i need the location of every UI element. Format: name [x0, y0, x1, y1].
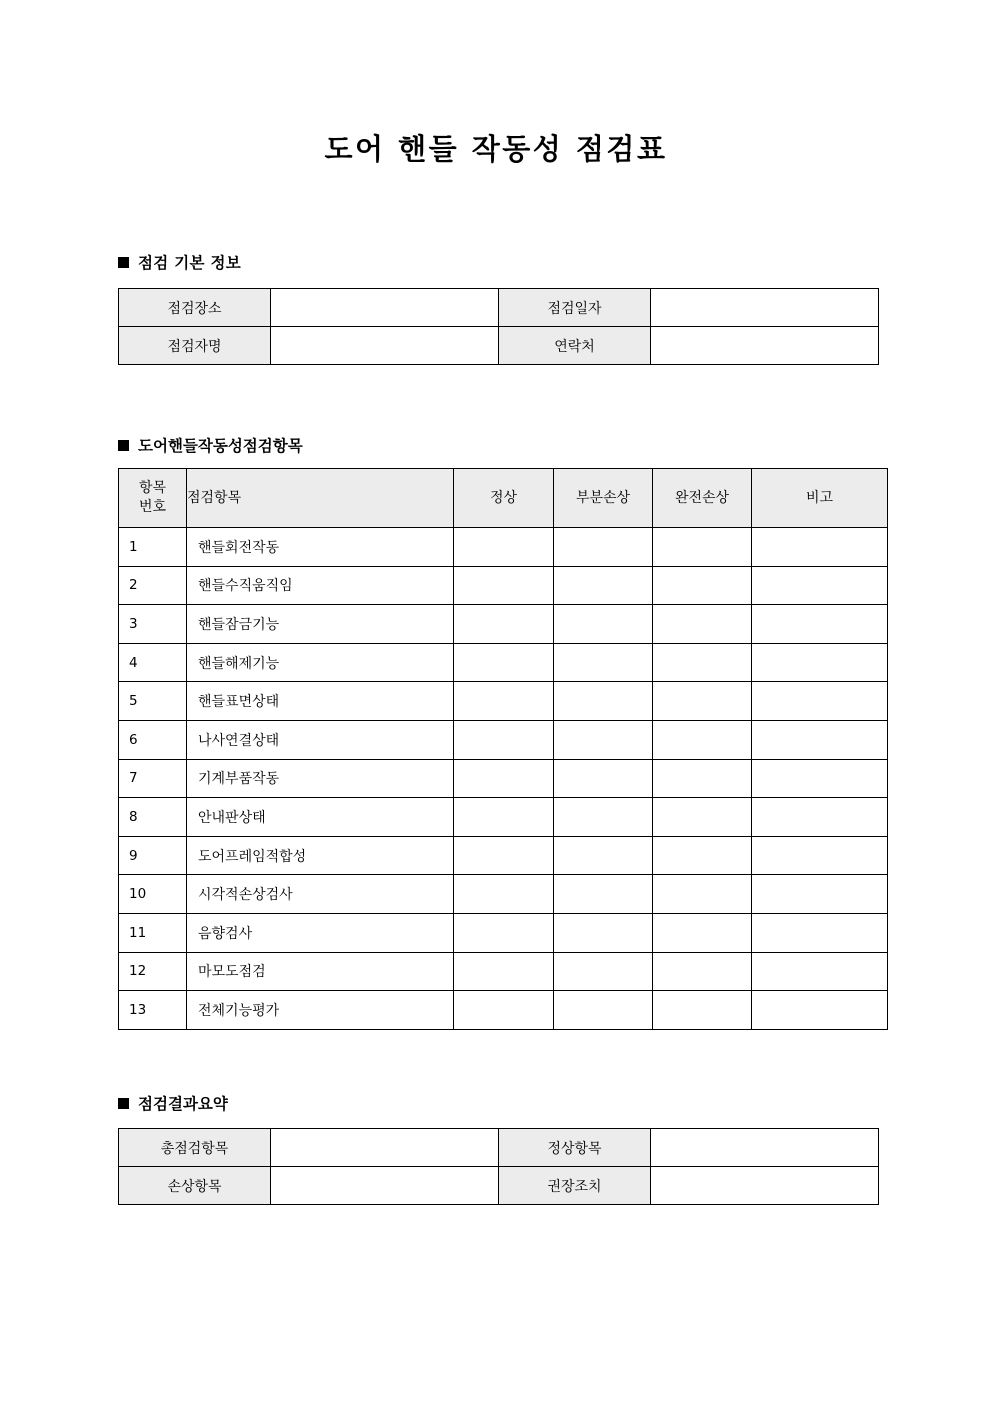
- cell-full-damage[interactable]: [653, 952, 752, 991]
- basic-info-value-location[interactable]: [271, 289, 499, 327]
- item-no: 9: [119, 836, 187, 875]
- item-no: 5: [119, 682, 187, 721]
- table-row: [119, 991, 888, 1030]
- table-row: [119, 528, 888, 567]
- cell-partial-damage[interactable]: [554, 836, 653, 875]
- section-heading-result-summary-label: 점검결과요약: [138, 1095, 228, 1113]
- item-name: 핸들해제기능: [187, 643, 454, 682]
- cell-full-damage[interactable]: [653, 913, 752, 952]
- column-header-full-damage: 완전손상: [653, 469, 752, 528]
- cell-partial-damage[interactable]: [554, 952, 653, 991]
- item-no: 2: [119, 566, 187, 605]
- cell-normal[interactable]: [454, 566, 554, 605]
- item-name: 핸들수직움직임: [187, 566, 454, 605]
- cell-partial-damage[interactable]: [554, 913, 653, 952]
- item-name: 전체기능평가: [187, 991, 454, 1030]
- table-row: [119, 952, 888, 991]
- table-row: [119, 643, 888, 682]
- basic-info-label-date: 점검일자: [499, 289, 651, 327]
- basic-info-table: [118, 288, 879, 365]
- cell-note[interactable]: [752, 836, 888, 875]
- cell-normal[interactable]: [454, 798, 554, 837]
- black-square-icon: [118, 1098, 129, 1109]
- item-name: 마모도점검: [187, 952, 454, 991]
- section-heading-result-summary: [118, 1092, 228, 1114]
- cell-normal[interactable]: [454, 643, 554, 682]
- table-row: [119, 1129, 879, 1167]
- item-no: 11: [119, 913, 187, 952]
- cell-full-damage[interactable]: [653, 682, 752, 721]
- cell-full-damage[interactable]: [653, 836, 752, 875]
- cell-partial-damage[interactable]: [554, 875, 653, 914]
- result-summary-table: [118, 1128, 879, 1205]
- table-row: [119, 913, 888, 952]
- cell-normal[interactable]: [454, 605, 554, 644]
- cell-partial-damage[interactable]: [554, 605, 653, 644]
- cell-note[interactable]: [752, 643, 888, 682]
- item-name: 나사연결상태: [187, 720, 454, 759]
- column-header-item-no: [119, 469, 187, 528]
- item-name: 기계부품작동: [187, 759, 454, 798]
- item-no: 6: [119, 720, 187, 759]
- cell-note[interactable]: [752, 605, 888, 644]
- column-header-normal: 정상: [454, 469, 554, 528]
- cell-partial-damage[interactable]: [554, 528, 653, 567]
- summary-value-recommended-action[interactable]: [651, 1167, 879, 1205]
- item-no: 3: [119, 605, 187, 644]
- cell-normal[interactable]: [454, 952, 554, 991]
- item-name: 핸들회전작동: [187, 528, 454, 567]
- cell-partial-damage[interactable]: [554, 798, 653, 837]
- cell-note[interactable]: [752, 798, 888, 837]
- cell-note[interactable]: [752, 682, 888, 721]
- table-row: [119, 875, 888, 914]
- cell-note[interactable]: [752, 720, 888, 759]
- item-no: 1: [119, 528, 187, 567]
- cell-full-damage[interactable]: [653, 759, 752, 798]
- column-header-item-no-line2: 번호: [138, 499, 167, 515]
- section-heading-basic-info-label: 점검 기본 정보: [138, 254, 242, 272]
- cell-full-damage[interactable]: [653, 720, 752, 759]
- item-name: 도어프레임적합성: [187, 836, 454, 875]
- column-header-note: 비고: [752, 469, 888, 528]
- column-header-item-no-line1: 항목: [138, 480, 167, 497]
- cell-normal[interactable]: [454, 991, 554, 1030]
- cell-normal[interactable]: [454, 682, 554, 721]
- table-row: [119, 1167, 879, 1205]
- cell-full-damage[interactable]: [653, 798, 752, 837]
- summary-value-total-items[interactable]: [271, 1129, 499, 1167]
- cell-normal[interactable]: [454, 836, 554, 875]
- cell-note[interactable]: [752, 875, 888, 914]
- page-title: 도어 핸들 작동성 점검표: [324, 132, 668, 166]
- item-no: 13: [119, 991, 187, 1030]
- summary-value-normal-items[interactable]: [651, 1129, 879, 1167]
- basic-info-label-inspector: 점검자명: [119, 327, 271, 365]
- cell-normal[interactable]: [454, 759, 554, 798]
- column-header-partial-damage: 부분손상: [554, 469, 653, 528]
- summary-label-total-items: 총점검항목: [119, 1129, 271, 1167]
- cell-partial-damage[interactable]: [554, 991, 653, 1030]
- cell-partial-damage[interactable]: [554, 643, 653, 682]
- item-no: 4: [119, 643, 187, 682]
- table-row: [119, 566, 888, 605]
- table-row: [119, 798, 888, 837]
- cell-note[interactable]: [752, 991, 888, 1030]
- basic-info-label-contact: 연락처: [499, 327, 651, 365]
- cell-note[interactable]: [752, 528, 888, 567]
- section-heading-basic-info: [118, 251, 241, 273]
- cell-normal[interactable]: [454, 913, 554, 952]
- summary-label-recommended-action: 권장조치: [499, 1167, 651, 1205]
- cell-normal[interactable]: [454, 720, 554, 759]
- cell-partial-damage[interactable]: [554, 720, 653, 759]
- column-header-item-name: 점검항목: [187, 469, 454, 528]
- table-row: [119, 682, 888, 721]
- cell-normal[interactable]: [454, 528, 554, 567]
- cell-full-damage[interactable]: [653, 875, 752, 914]
- basic-info-value-inspector[interactable]: [271, 327, 499, 365]
- table-row: [119, 289, 879, 327]
- cell-full-damage[interactable]: [653, 991, 752, 1030]
- item-no: 12: [119, 952, 187, 991]
- basic-info-label-location: 점검장소: [119, 289, 271, 327]
- cell-note[interactable]: [752, 952, 888, 991]
- section-heading-inspection-items: [118, 434, 303, 456]
- basic-info-value-contact[interactable]: [651, 327, 879, 365]
- item-name: 핸들표면상태: [187, 682, 454, 721]
- item-name: 음향검사: [187, 913, 454, 952]
- item-name: 안내판상태: [187, 798, 454, 837]
- basic-info-value-date[interactable]: [651, 289, 879, 327]
- item-no: 10: [119, 875, 187, 914]
- table-header-row: [119, 469, 888, 528]
- table-row: [119, 327, 879, 365]
- cell-full-damage[interactable]: [653, 605, 752, 644]
- item-name: 시각적손상검사: [187, 875, 454, 914]
- summary-label-normal-items: 정상항목: [499, 1129, 651, 1167]
- cell-full-damage[interactable]: [653, 528, 752, 567]
- inspection-items-table: [118, 468, 888, 1030]
- table-row: [119, 605, 888, 644]
- black-square-icon: [118, 440, 129, 451]
- cell-full-damage[interactable]: [653, 643, 752, 682]
- table-row: [119, 836, 888, 875]
- cell-note[interactable]: [752, 759, 888, 798]
- cell-partial-damage[interactable]: [554, 759, 653, 798]
- cell-full-damage[interactable]: [653, 566, 752, 605]
- cell-note[interactable]: [752, 566, 888, 605]
- cell-partial-damage[interactable]: [554, 566, 653, 605]
- item-name: 핸들잠금기능: [187, 605, 454, 644]
- cell-normal[interactable]: [454, 875, 554, 914]
- table-row: [119, 720, 888, 759]
- table-row: [119, 759, 888, 798]
- black-square-icon: [118, 257, 129, 268]
- item-no: 8: [119, 798, 187, 837]
- summary-label-damaged-items: 손상항목: [119, 1167, 271, 1205]
- summary-value-damaged-items[interactable]: [271, 1167, 499, 1205]
- cell-partial-damage[interactable]: [554, 682, 653, 721]
- cell-note[interactable]: [752, 913, 888, 952]
- section-heading-inspection-items-label: 도어핸들작동성점검항목: [138, 437, 303, 455]
- item-no: 7: [119, 759, 187, 798]
